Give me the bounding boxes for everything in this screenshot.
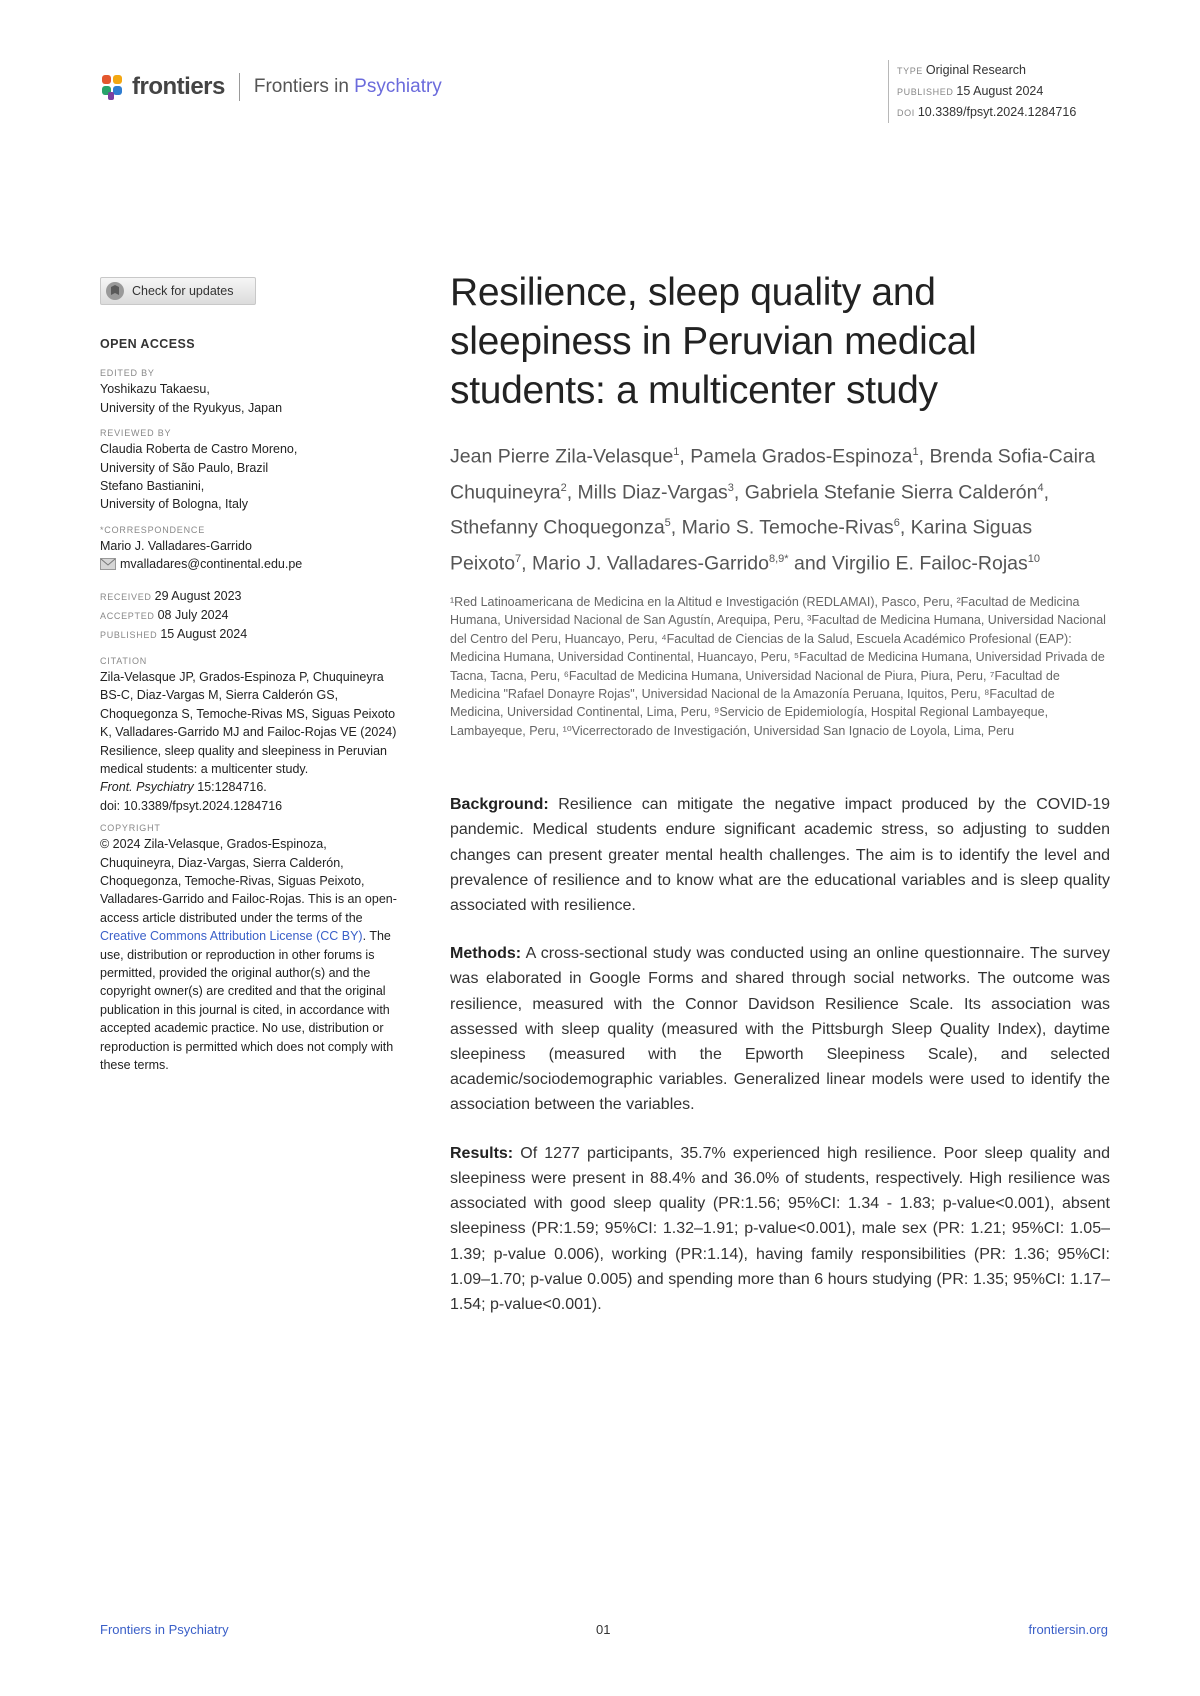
affiliations: ¹Red Latinoamericana de Medicina en la Altitud e Investigación (REDLAMAI), Pasco, Peru, ²Facultad de Medicina Humana, Universidad Nacional de San Agustín, Arequipa, Peru, ³Facultad de Medicina Humana, Universidad Nacional del Centro del Peru, Huancayo, Peru, ⁴Facultad de Ciencias de la Salud, Escuela Académico Profesional (EAP): Medicina Humana, Universidad Continental, Huancayo, Peru, ⁵Facultad de Medicina Humana, Universidad Privada de Tacna, Tacna, Peru, ⁶Facultad de Medicina Humana, Universidad Nacional de Piura, Piura, Peru, ⁷Facultad de Medicina "Rafael Donayre Rojas", Universidad Nacional de la Amazonía Peruana, Iquitos, Peru, ⁸Facultad de Medicina, Universidad Continental, Lima, Peru, ⁹Servicio de Epidemiología, Hospital Regional Lambayeque, Lambayeque, Peru, ¹⁰Vicerrectorado de Investigación, Universidad San Ignacio de Loyola, Lima, Peru <box>450 595 1106 738</box>
author[interactable]: Brenda Sofia-Caira Chuquineyra <box>450 445 1096 503</box>
author-separator: , <box>521 552 533 574</box>
author[interactable]: Virgilio E. Failoc-Rojas <box>831 552 1028 574</box>
check-updates-button[interactable]: Check for updates <box>100 277 256 305</box>
author-separator: , <box>566 481 578 503</box>
reviewer-affiliation: University of Bologna, Italy <box>100 497 248 512</box>
article-title: Resilience, sleep quality and sleepiness in Peruvian medical students: a multicenter study <box>450 271 977 412</box>
author-affiliation-marker: 1 <box>912 446 919 458</box>
abstract <box>450 792 1110 1317</box>
date-received: RECEIVED 29 August 2023 <box>100 588 242 603</box>
author[interactable]: Sthefanny Choquegonza <box>450 516 665 539</box>
meta-type: TYPE Original Research <box>897 63 1026 77</box>
abstract-background: Background: Resilience can mitigate the negative impact produced by the COVID-19 pandemic. Medical students endure significant academic stress, so adjusting to sudden changes can present greater mental health challenges. The aim is to identify the level and prevalence of resilience and to know what are the educational variables and is sleep quality associated with resilience. <box>450 796 1110 915</box>
journal-name: Frontiers in Psychiatry <box>253 76 442 97</box>
author-affiliation-marker: 1 <box>673 446 680 458</box>
citation-doi[interactable]: doi: 10.3389/fpsyt.2024.1284716 <box>100 798 283 813</box>
author-affiliation-marker: 4 <box>1037 481 1044 494</box>
author[interactable]: Karina Siguas Peixoto <box>450 516 1033 574</box>
author-affiliation-marker: 6 <box>893 517 900 529</box>
author[interactable]: Gabriela Stefanie Sierra Calderón <box>744 481 1038 503</box>
meta-published: PUBLISHED 15 August 2024 <box>897 84 1044 98</box>
citation-label: CITATION <box>100 655 148 666</box>
author[interactable]: Mario J. Valladares-Garrido <box>532 552 769 574</box>
author-separator: , <box>918 445 930 468</box>
correspondence-label: *CORRESPONDENCE <box>100 524 206 535</box>
brand-name: frontiers <box>132 73 225 100</box>
check-updates-icon <box>105 281 125 301</box>
author[interactable]: Pamela Grados-Espinoza <box>690 445 913 468</box>
page-number: 01 <box>596 1622 611 1637</box>
author[interactable]: Mario S. Temoche-Rivas <box>681 516 894 539</box>
date-accepted: ACCEPTED 08 July 2024 <box>100 608 229 623</box>
frontiers-logo-icon <box>100 73 126 101</box>
edited-by-label: EDITED BY <box>100 368 155 379</box>
date-published: PUBLISHED 15 August 2024 <box>100 627 248 642</box>
author-separator: , <box>899 516 911 539</box>
author-affiliation-marker: 5 <box>664 517 671 529</box>
email-icon <box>100 558 116 570</box>
author[interactable]: Jean Pierre Zila-Velasque <box>450 445 674 468</box>
article-main <box>450 268 1110 1340</box>
correspondence-email-row[interactable] <box>100 555 400 573</box>
author-separator: , <box>733 481 745 503</box>
abstract-results: Results: Of 1277 participants, 35.7% experienced high resilience. Poor sleep quality and sleepiness were present in 88.4% and 36.0% of students, respectively. High resilience was associated with good sleep quality (PR:1.56; 95%CI: 1.34 - 1.83; p-value<0.001), absent sleepiness (PR:1.59; 95%CI: 1.32–1.91; p-value<0.001), male sex (PR: 1.21; 95%CI: 1.05–1.39; p-value 0.006), working (PR:1.14), having family responsibilities (PR: 1.36; 95%CI: 1.09–1.70; p-value 0.005) and spending more than 6 hours studying (PR: 1.35; 95%CI: 1.17–1.54; p-value<0.001). <box>450 1144 1110 1313</box>
correspondence-email[interactable]: mvalladares@continental.edu.pe <box>120 557 303 572</box>
reviewer-name: Stefano Bastianini, <box>100 479 205 494</box>
author[interactable]: Mills Diaz-Vargas <box>577 481 728 503</box>
cc-by-license-link[interactable]: Creative Commons Attribution License (CC BY) <box>100 929 363 944</box>
copyright-label: COPYRIGHT <box>100 823 161 834</box>
editor-affiliation: University of the Ryukyus, Japan <box>100 400 283 415</box>
logo-divider <box>239 73 240 101</box>
correspondence-name: Mario J. Valladares-Garrido <box>100 538 252 553</box>
author-affiliation-marker: 3 <box>727 481 734 494</box>
author-affiliation-marker: 2 <box>560 481 567 494</box>
footer-journal-link[interactable]: Frontiers in Psychiatry <box>100 1622 229 1637</box>
citation-text: Zila-Velasque JP, Grados-Espinoza P, Chuquineyra BS-C, Diaz-Vargas M, Sierra Calderón GS, Choquegonza S, Temoche-Rivas MS, Siguas Peixoto K, Valladares-Garrido MJ and Failoc-Rojas VE (2024) Resilience, sleep quality and sleepiness in Peruvian medical students: a multicenter study. Front. Psychiatry 15:1284716. doi: 10.3389/fpsyt.2024.1284716 <box>100 669 397 813</box>
article-meta <box>888 60 1076 123</box>
author-separator: , <box>679 445 691 468</box>
author-list <box>450 437 1110 579</box>
author-affiliation-marker: 10 <box>1027 552 1040 565</box>
dates-block <box>100 587 400 645</box>
sidebar <box>100 277 400 1074</box>
open-access-label: OPEN ACCESS <box>100 337 195 351</box>
author-affiliation-marker: 8,9* <box>769 552 789 565</box>
abstract-methods: Methods: A cross-sectional study was conducted using an online questionnaire. The survey was elaborated in Google Forms and shared through social networks. The outcome was resilience, measured with the Connor Davidson Resilience Scale. Its association was assessed with sleep quality (measured with the Pittsburgh Sleep Quality Index), daytime sleepiness (measured with the Epworth Sleepiness Scale), and selected academic/sociodemographic variables. Generalized linear models were used to identify the association between the variables. <box>450 945 1110 1114</box>
footer-site-link[interactable]: frontiersin.org <box>1028 1622 1108 1637</box>
editor-name: Yoshikazu Takaesu, <box>100 382 210 397</box>
author-affiliation-marker: 7 <box>515 552 522 565</box>
frontiers-logo[interactable] <box>100 70 442 104</box>
meta-doi[interactable]: DOI 10.3389/fpsyt.2024.1284716 <box>897 105 1077 119</box>
author-separator: , <box>670 516 682 539</box>
reviewer-name: Claudia Roberta de Castro Moreno, <box>100 442 298 457</box>
copyright-text: © 2024 Zila-Velasque, Grados-Espinoza, Chuquineyra, Diaz-Vargas, Sierra Calderón, Choquegonza, Temoche-Rivas, Siguas Peixoto, Valladares-Garrido and Failoc-Rojas. This is an open-access article distributed under the terms of the Creative Commons Attribution License (CC BY). The use, distribution or reproduction in other forums is permitted, provided the original author(s) and the copyright owner(s) are credited and that the original publication in this journal is cited, in accordance with accepted academic practice. No use, distribution or reproduction is permitted which does not comply with these terms. <box>100 837 397 1072</box>
author-separator: , <box>1043 481 1049 503</box>
author-separator: and <box>788 552 832 574</box>
reviewed-by-label: REVIEWED BY <box>100 428 172 439</box>
reviewer-affiliation: University of São Paulo, Brazil <box>100 460 269 475</box>
